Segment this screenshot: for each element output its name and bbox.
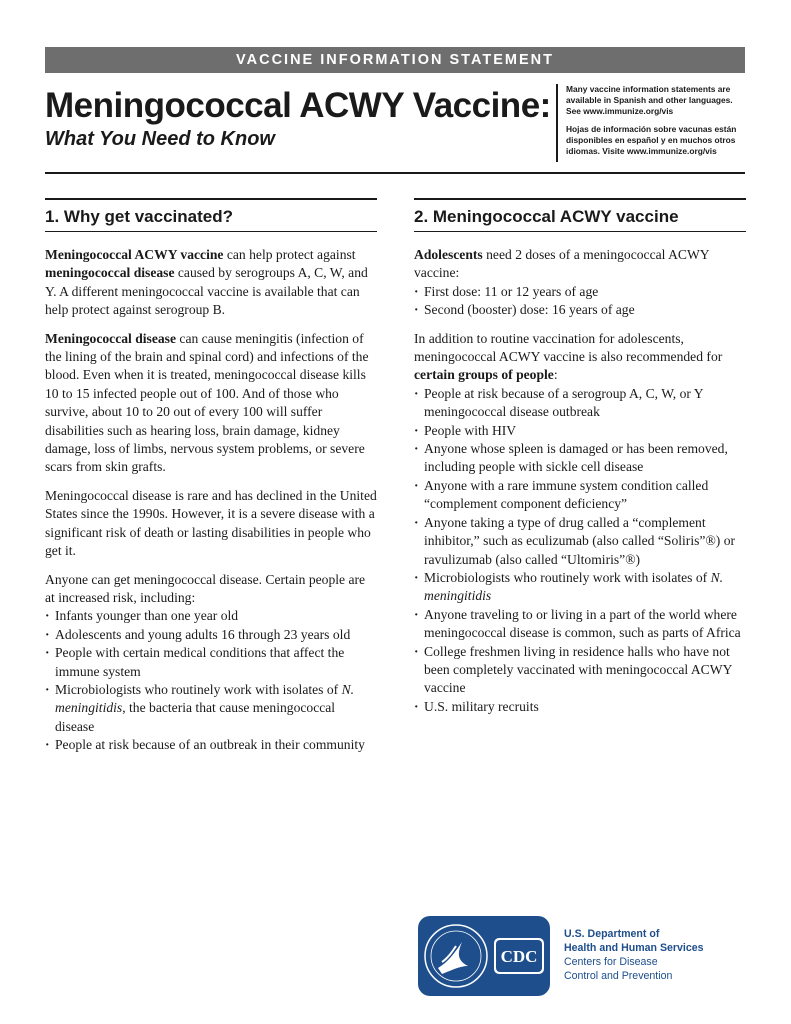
list-item: · College freshmen living in residence halls who have not been completely vaccinated with meningococcal ACWY vaccine	[414, 643, 746, 698]
section-heading: 1. Why get vaccinated?	[45, 198, 377, 232]
hhs-cdc-logo	[418, 916, 550, 996]
cdc-name-line: Centers for Disease	[564, 956, 658, 968]
header-rule	[45, 172, 745, 174]
text: Microbiologists who routinely work with isolates of	[424, 569, 711, 585]
department-name	[564, 927, 704, 983]
list-item: · Anyone taking a type of drug called a “complement inhibitor,” such as eculizumab (also called “Soliris”®) or ravulizumab (also called “Ultomiris”®)	[414, 514, 746, 569]
bold-text: Adolescents	[414, 247, 483, 262]
text: can help protect against	[223, 247, 356, 262]
paragraph	[414, 330, 746, 385]
divider	[556, 84, 558, 162]
bold-text: Meningococcal ACWY vaccine	[45, 247, 224, 262]
italic-text: N. meningitidis	[424, 569, 724, 604]
bold-text: meningococcal disease	[45, 265, 175, 281]
text: , the bacteria that cause meningococcal disease	[55, 700, 336, 734]
banner: VACCINE INFORMATION STATEMENT	[45, 47, 745, 73]
risk-list	[45, 607, 377, 754]
text: can cause meningitis (infection of the lining of the brain and spinal cord) and infections of the blood. Even when it is treated, meningococcal disease kills 10 to 15 infected people out of 100. And of those who survive, about 10 to 20 out of every 100 will suffer disabilities such as hearing loss, brain damage, kidney damage, loss of limbs, nervous system problems, or severe scars from skin grafts.	[45, 330, 369, 475]
bold-text: Meningococcal disease	[45, 330, 177, 346]
section-heading: 2. Meningococcal ACWY vaccine	[414, 198, 746, 232]
text: Microbiologists who routinely work with isolates of	[55, 681, 342, 697]
text: need 2 doses of a meningococcal ACWY vaccine:	[414, 247, 710, 281]
italic-text: N. meningitidis	[55, 681, 355, 716]
list-item: · Anyone whose spleen is damaged or has been removed, including people with sickle cell disease	[414, 440, 746, 477]
list-item: · U.S. military recruits	[414, 698, 746, 716]
section-vaccine	[414, 198, 746, 716]
paragraph: Meningococcal disease is rare and has declined in the United States since the 1990s. However, it is a severe disease with a significant risk of death or lasting disabilities in people who get it.	[45, 487, 377, 559]
list-item: · People with HIV	[414, 422, 746, 440]
text: :	[553, 367, 558, 383]
paragraph	[414, 246, 746, 283]
list-item: · Second (booster) dose: 16 years of age	[414, 301, 746, 319]
cdc-name-line: Control and Prevention	[564, 970, 673, 982]
cdc-logo-text: CDC	[500, 947, 538, 966]
paragraph: Anyone can get meningococcal disease. Certain people are at increased risk, including:	[45, 571, 366, 605]
list-item	[45, 681, 377, 736]
list-item: · People at risk because of a serogroup A, C, W, or Y meningococcal disease outbreak	[414, 385, 746, 422]
language-note-spanish: Hojas de información sobre vacunas están disponibles en español y en muchos otros idiomas. Visite www.immunize.org/vis	[566, 124, 737, 156]
dept-line: U.S. Department of	[564, 928, 660, 940]
section-why-vaccinate	[45, 198, 377, 755]
paragraph	[45, 330, 377, 477]
dose-list	[414, 283, 746, 320]
list-item: · People at risk because of an outbreak in their community	[45, 736, 377, 754]
bold-text: certain groups of people	[414, 367, 554, 383]
list-item: · Anyone with a rare immune system condition called “complement component deficiency”	[414, 477, 746, 514]
groups-list	[414, 385, 746, 716]
list-item: · People with certain medical conditions that affect the immune system	[45, 644, 377, 681]
page-subtitle: What You Need to Know	[45, 128, 275, 150]
language-note-english: Many vaccine information statements are available in Spanish and other languages. See www.immunize.org/vis	[566, 84, 733, 116]
list-item	[414, 569, 746, 606]
list-item: · Infants younger than one year old	[45, 607, 377, 625]
dept-line: Health and Human Services	[564, 942, 704, 954]
paragraph	[45, 246, 377, 320]
list-item: · Anyone traveling to or living in a part of the world where meningococcal disease is common, such as parts of Africa	[414, 606, 746, 643]
list-item: · First dose: 11 or 12 years of age	[414, 283, 746, 301]
page-title: Meningococcal ACWY Vaccine:	[45, 86, 551, 125]
text: caused by serogroups A, C, W, and Y. A different meningococcal vaccine is available that can help protect against serogroup B.	[45, 265, 368, 318]
list-item: · Adolescents and young adults 16 through 23 years old	[45, 626, 377, 644]
text: In addition to routine vaccination for adolescents, meningococcal ACWY vaccine is also recommended for	[414, 330, 723, 365]
